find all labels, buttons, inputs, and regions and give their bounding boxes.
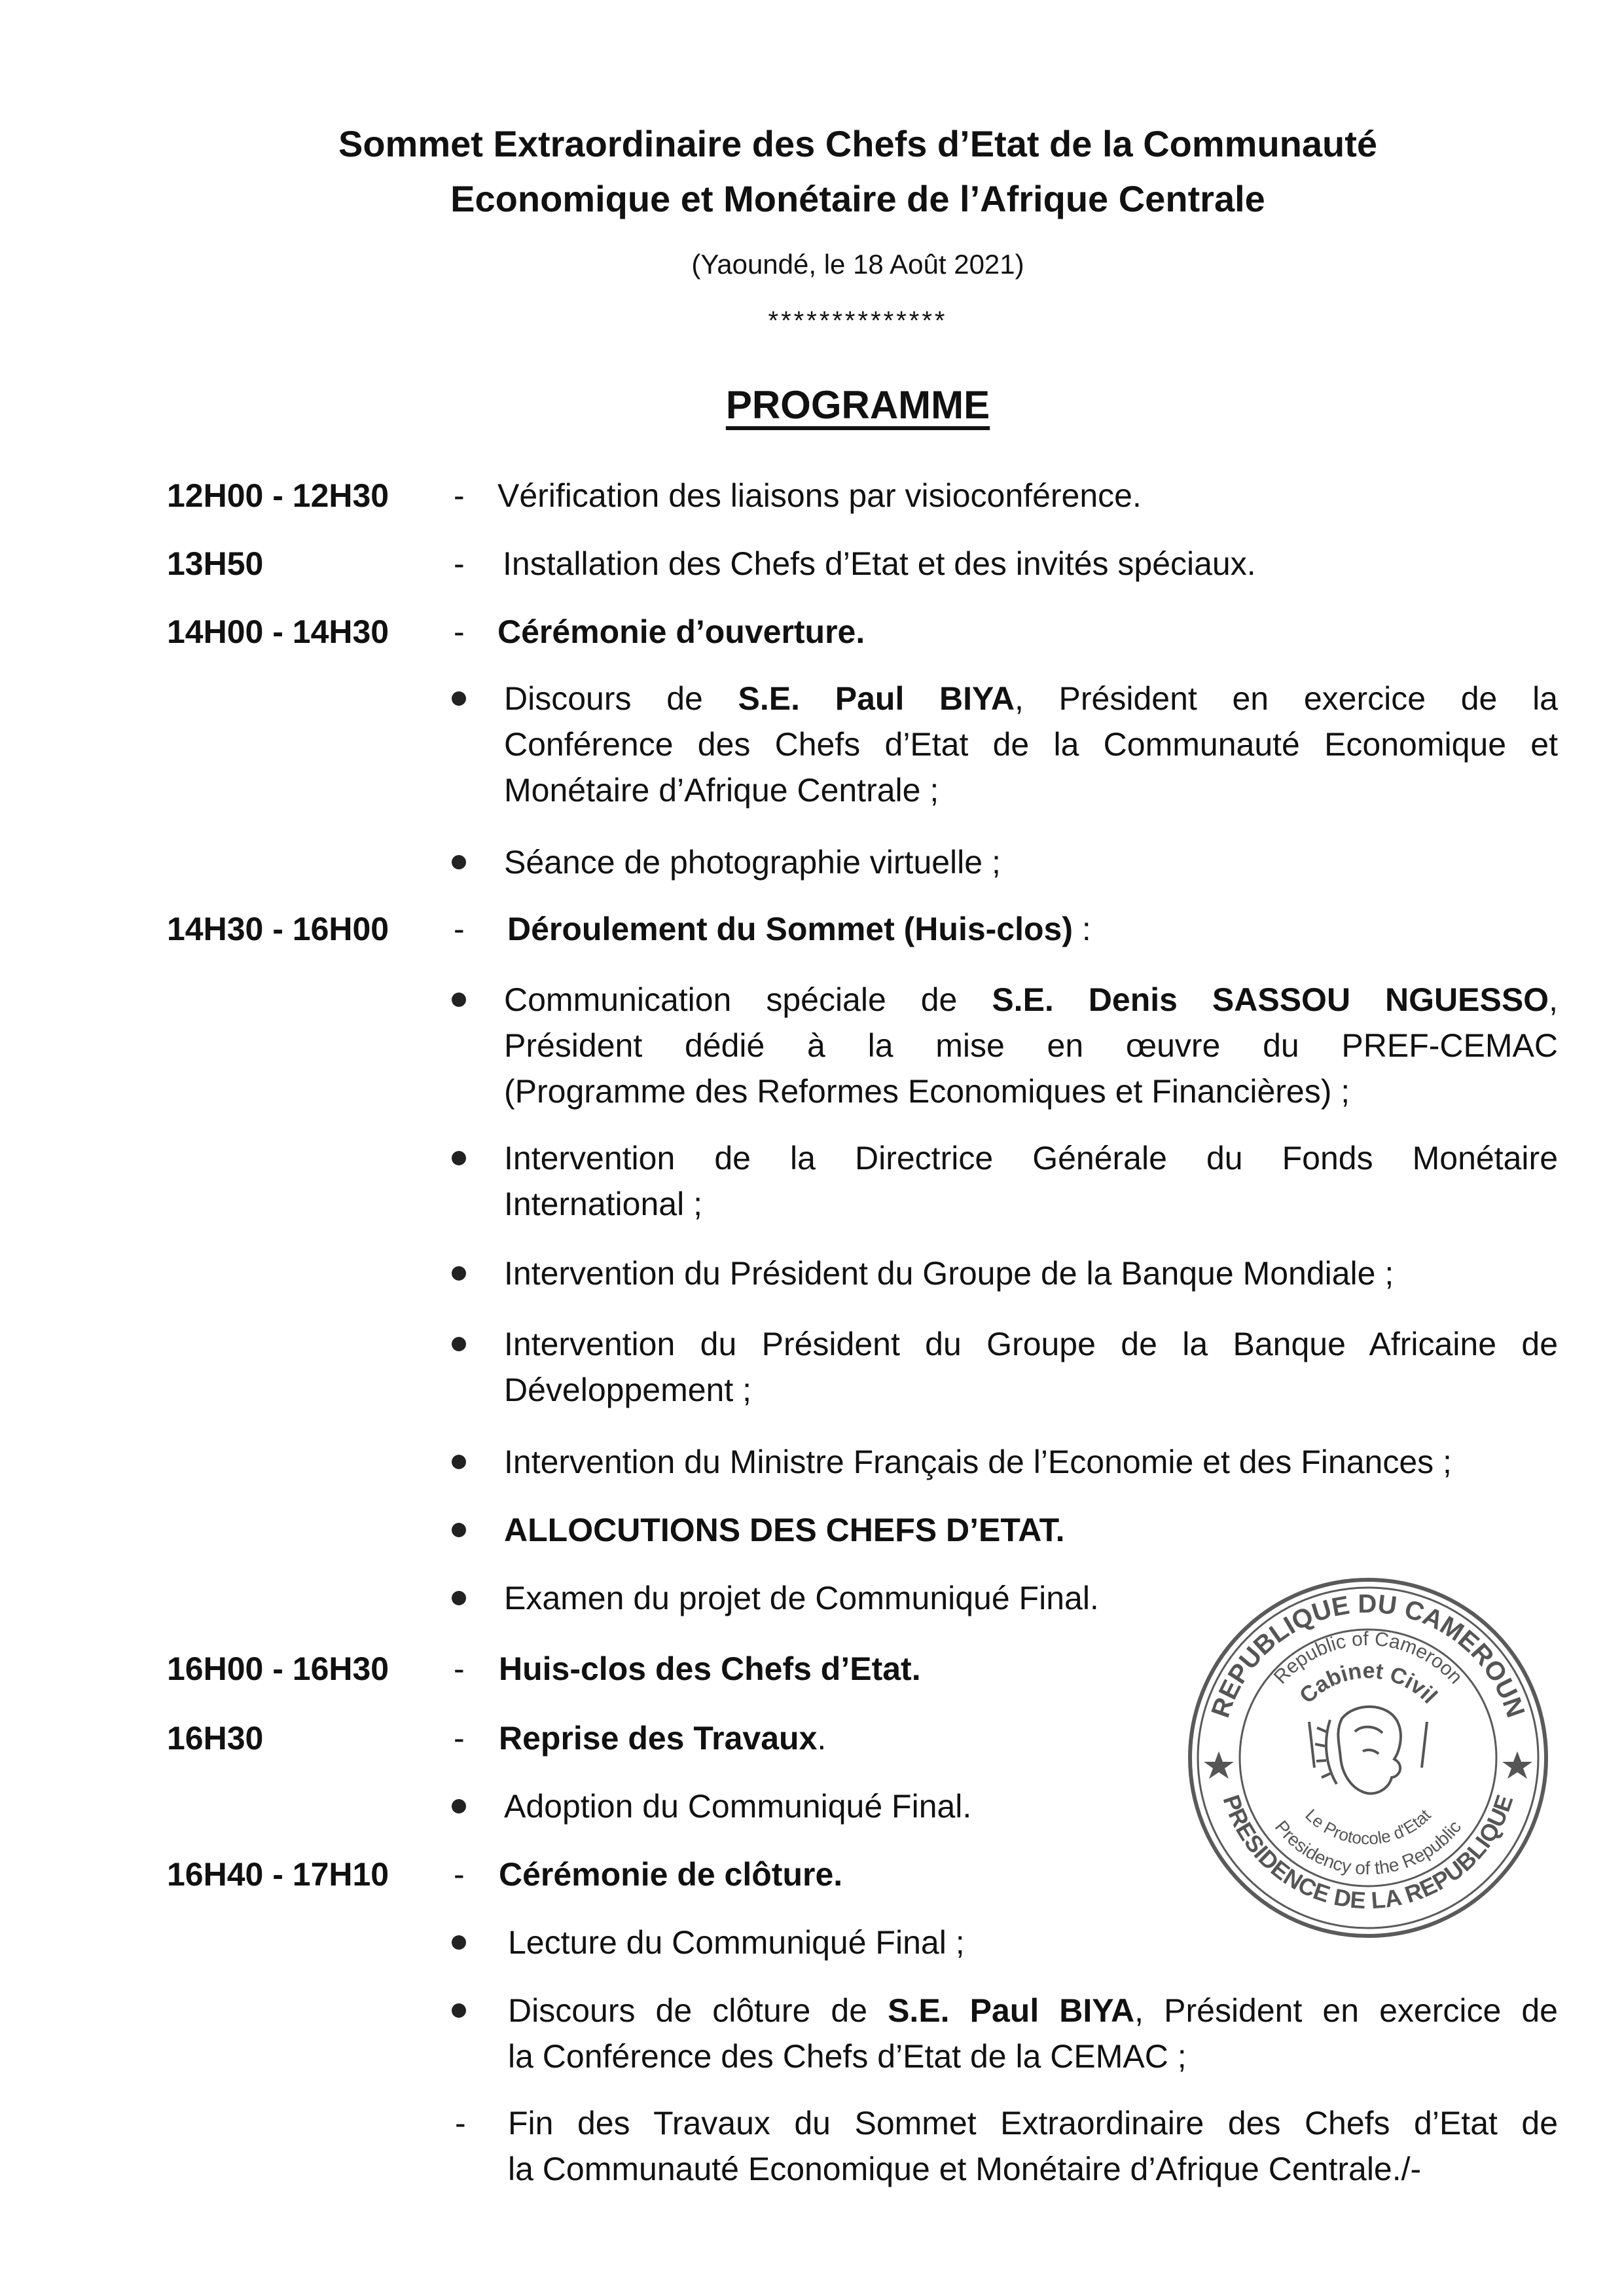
seal-outer-top-text: REPUBLIQUE DU CAMEROUN [1206, 1589, 1530, 1721]
schedule-suffix: . [817, 1720, 827, 1757]
bullet-icon [452, 855, 466, 869]
schedule-suffix: : [1073, 911, 1091, 947]
schedule-text-group [499, 1715, 826, 1761]
bullet-icon [452, 993, 466, 1007]
bullet-icon [452, 1591, 466, 1605]
document-title-line-2: Economique et Monétaire de l’Afrique Centrale [450, 178, 1265, 219]
list-item-text [504, 1321, 1558, 1413]
list-item-text [508, 2100, 1558, 2192]
schedule-time: 12H00 - 12H30 [167, 477, 389, 514]
text-fragment: , [1549, 981, 1558, 1018]
seal-inner-bottom-text: Presidency of the Republic [1271, 1816, 1466, 1879]
text-fragment: Communication spéciale de [504, 981, 992, 1018]
schedule-time: 14H30 - 16H00 [167, 911, 389, 947]
programme-heading: PROGRAMME [725, 383, 990, 427]
bullet-icon [452, 2003, 466, 2018]
bullet-icon [452, 1935, 466, 1950]
schedule-time: 14H00 - 14H30 [167, 613, 389, 650]
seal-emblem-icon [1309, 1707, 1427, 1794]
seal-inner-top-text: Republic of Cameroon [1269, 1628, 1467, 1688]
list-item-line: Monétaire d’Afrique Centrale ; [504, 772, 939, 809]
list-item-text: Séance de photographie virtuelle ; [504, 844, 1001, 881]
text-fragment: , Président en exercice de la [1014, 680, 1558, 717]
schedule-dash: - [454, 1856, 465, 1893]
text-fragment: Discours de [504, 680, 738, 717]
bullet-icon [452, 1266, 466, 1281]
schedule-dash: - [454, 613, 465, 650]
list-item-text [504, 1135, 1558, 1227]
bullet-icon [452, 1455, 466, 1469]
bullet-icon [452, 1799, 466, 1813]
list-item-text: Lecture du Communiqué Final ; [508, 1924, 965, 1961]
schedule-row [0, 541, 1624, 587]
list-item-line: Président dédié à la mise en œuvre du PREF-CEMAC [504, 1027, 1558, 1064]
text-fragment: Discours de clôture de [508, 1992, 888, 2029]
list-item-text: Examen du projet de Communiqué Final. [504, 1580, 1099, 1616]
seal-center-top-text: Cabinet Civil [1295, 1658, 1442, 1709]
schedule-text: Installation des Chefs d’Etat et des invités spéciaux. [503, 545, 1256, 582]
schedule-row [0, 473, 1624, 519]
schedule-dash: - [454, 545, 465, 582]
text-fragment: , Président en exercice de [1134, 1992, 1558, 2029]
list-item-text [504, 676, 1558, 813]
schedule-text: Déroulement du Sommet (Huis-clos) [507, 911, 1073, 947]
schedule-dash: - [454, 477, 465, 514]
separator-stars: ************** [768, 306, 948, 335]
list-item-text: Adoption du Communiqué Final. [504, 1788, 972, 1825]
list-item-text: ALLOCUTIONS DES CHEFS D’ETAT. [504, 1512, 1065, 1548]
schedule-text: Huis-clos des Chefs d’Etat. [499, 1650, 921, 1687]
list-item-line: International ; [504, 1186, 702, 1222]
place-and-date: (Yaoundé, le 18 Août 2021) [691, 249, 1024, 280]
bullet-icon [452, 1151, 466, 1165]
schedule-text: Cérémonie d’ouverture. [497, 613, 865, 650]
list-item-line: la Conférence des Chefs d’Etat de la CEMAC ; [508, 2038, 1187, 2075]
bullet-icon [452, 1523, 466, 1537]
schedule-time: 16H00 - 16H30 [167, 1650, 389, 1687]
list-item-line: Intervention du Président du Groupe de la Banque Africaine de [504, 1326, 1558, 1362]
schedule-row [0, 906, 1624, 952]
list-item-line: la Communauté Economique et Monétaire d’Afrique Centrale./- [508, 2151, 1422, 2187]
list-item-line: Intervention de la Directrice Générale du Fonds Monétaire [504, 1140, 1558, 1176]
seal-star-icons [1204, 1751, 1532, 1779]
list-item-line [504, 977, 1558, 1023]
list-dash: - [455, 2105, 466, 2141]
schedule-time: 16H40 - 17H10 [167, 1856, 389, 1893]
document-title-line-1: Sommet Extraordinaire des Chefs d’Etat de la Communauté [338, 123, 1378, 164]
schedule-time: 13H50 [167, 545, 264, 582]
bullet-icon [452, 691, 466, 706]
speaker-name: S.E. Denis SASSOU NGUESSO [992, 981, 1549, 1018]
list-item-line: Conférence des Chefs d’Etat de la Communauté Economique et [504, 726, 1558, 763]
list-item-text [508, 1988, 1558, 2079]
list-item-line: Fin des Travaux du Sommet Extraordinaire des Chefs d’Etat de [508, 2105, 1558, 2141]
list-item-line: Développement ; [504, 1372, 752, 1408]
speaker-name: S.E. Paul BIYA [888, 1992, 1135, 2029]
schedule-text-group [507, 906, 1091, 952]
list-item-line [508, 1988, 1558, 2033]
list-item-text: Intervention du Président du Groupe de la Banque Mondiale ; [504, 1255, 1394, 1292]
schedule-dash: - [454, 1720, 465, 1757]
speaker-name: S.E. Paul BIYA [738, 680, 1015, 717]
schedule-text: Cérémonie de clôture. [499, 1856, 843, 1893]
list-item-text: Intervention du Ministre Français de l’Economie et des Finances ; [504, 1444, 1452, 1480]
seal-outer-bottom-text: PRESIDENCE DE LA REPUBLIQUE [1218, 1791, 1519, 1914]
list-item-line: (Programme des Reformes Economiques et Financières) ; [504, 1073, 1350, 1110]
list-item-line [504, 676, 1558, 721]
bullet-icon [452, 1337, 466, 1351]
list-item-text [504, 977, 1558, 1114]
schedule-time: 16H30 [167, 1720, 264, 1757]
schedule-text: Vérification des liaisons par visioconférence. [497, 477, 1142, 514]
schedule-text: Reprise des Travaux [499, 1720, 818, 1757]
schedule-dash: - [454, 911, 465, 947]
schedule-row [0, 609, 1624, 655]
schedule-dash: - [454, 1650, 465, 1687]
seal-center-bottom-text: Le Protocole d'Etat [1301, 1805, 1435, 1849]
official-seal-stamp [1178, 1568, 1558, 1948]
